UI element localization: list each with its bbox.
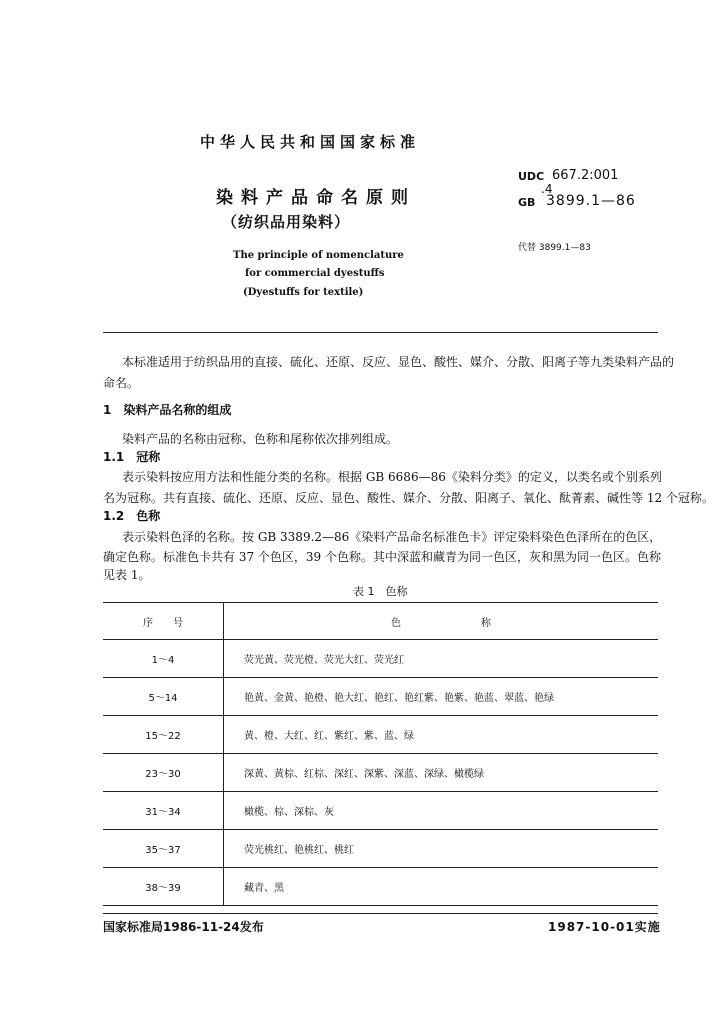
section-1-2-line-3: 见表 1。 [103,568,151,582]
intro-line-1: 本标准适用于纺织品用的直接、硫化、还原、反应、显色、酸性、媒介、分散、阳离子等九类染料产品的 [122,355,675,369]
section-1-1-line-2: 名为冠称。共有直接、硫化、还原、反应、显色、酸性、媒介、分散、阳离子、氧化、酞菁素、碱性等 12 个冠称。 [103,491,714,505]
row-number-cell: 15～22 [103,716,224,754]
section-1-1-line-1: 表示染料按应用方法和性能分类的名称。根据 GB 6686—86《染料分类》的定义，以类名或个别系列 [122,470,662,484]
row-number-cell: 38～39 [103,868,224,906]
section-1-2-line-1: 表示染料色泽的名称。按 GB 3389.2—86《染料产品命名标准色卡》评定染料染色色泽所在的色区， [122,530,662,544]
row-color-names-cell: 橄榄、棕、深棕、灰 [224,792,659,830]
table-row [103,830,658,868]
header-rule [103,332,658,333]
table-row [103,754,658,792]
column-header-color-names: 色 称 [224,603,659,640]
row-color-names-cell: 深黄、黄棕、红棕、深红、深紫、深蓝、深绿、橄榄绿 [224,754,659,792]
issue-date: 国家标准局1986-11-24发布 [103,920,264,934]
english-title-line-1: The principle of nomenclature [233,250,404,261]
column-header-number: 序 号 [103,603,224,640]
row-number-cell: 31～34 [103,792,224,830]
udc-code: 667.2:001 [552,168,619,183]
row-color-names-cell: 艳黄、金黄、艳橙、艳大红、艳红、艳红紫、艳紫、艳蓝、翠蓝、艳绿 [224,678,659,716]
section-1-2-line-2: 确定色称。标准色卡共有 37 个色区，39 个色称。其中深蓝和藏青为同一色区，灰和黑为同一色区。色称 [103,550,661,564]
table-row [103,868,658,906]
standard-org-title: 中华人民共和国国家标准 [200,133,421,151]
intro-line-2: 命名。 [103,376,140,390]
row-color-names-cell: 藏青、黑 [224,868,659,906]
table-header-row [103,603,658,640]
footer-rule [103,913,658,914]
row-number-cell: 5～14 [103,678,224,716]
section-1-heading: 1 染料产品名称的组成 [103,403,232,417]
effective-date: 1987-10-01实施 [548,920,661,934]
row-color-names-cell: 荧光桃红、艳桃红、桃红 [224,830,659,868]
row-color-names-cell: 荧光黄、荧光橙、荧光大红、荧光红 [224,640,659,678]
table-caption: 表 1 色称 [353,585,408,598]
english-title-line-2: for commercial dyestuffs [245,268,385,279]
replaces-note: 代替 3899.1—83 [518,243,591,253]
section-1-text: 染料产品的名称由冠称、色称和尾称依次排列组成。 [122,432,399,446]
row-number-cell: 35～37 [103,830,224,868]
section-1-1-heading: 1.1 冠称 [103,450,161,464]
table-row [103,792,658,830]
document-title: 染料产品命名原则 [216,188,416,208]
row-number-cell: 1～4 [103,640,224,678]
table-row [103,678,658,716]
gb-number: 3899.1—86 [546,193,636,209]
section-1-2-heading: 1.2 色称 [103,509,161,523]
gb-label: GB [518,196,536,209]
table-row [103,640,658,678]
table-row [103,716,658,754]
udc-label: UDC [518,170,545,183]
row-number-cell: 23～30 [103,754,224,792]
document-subtitle: （纺织品用染料） [222,213,351,231]
color-name-table [103,602,658,906]
udc-subcode: .4 [541,182,553,196]
english-title-line-3: (Dyestuffs for textile) [243,287,364,298]
row-color-names-cell: 黄、橙、大红、红、紫红、紫、蓝、绿 [224,716,659,754]
